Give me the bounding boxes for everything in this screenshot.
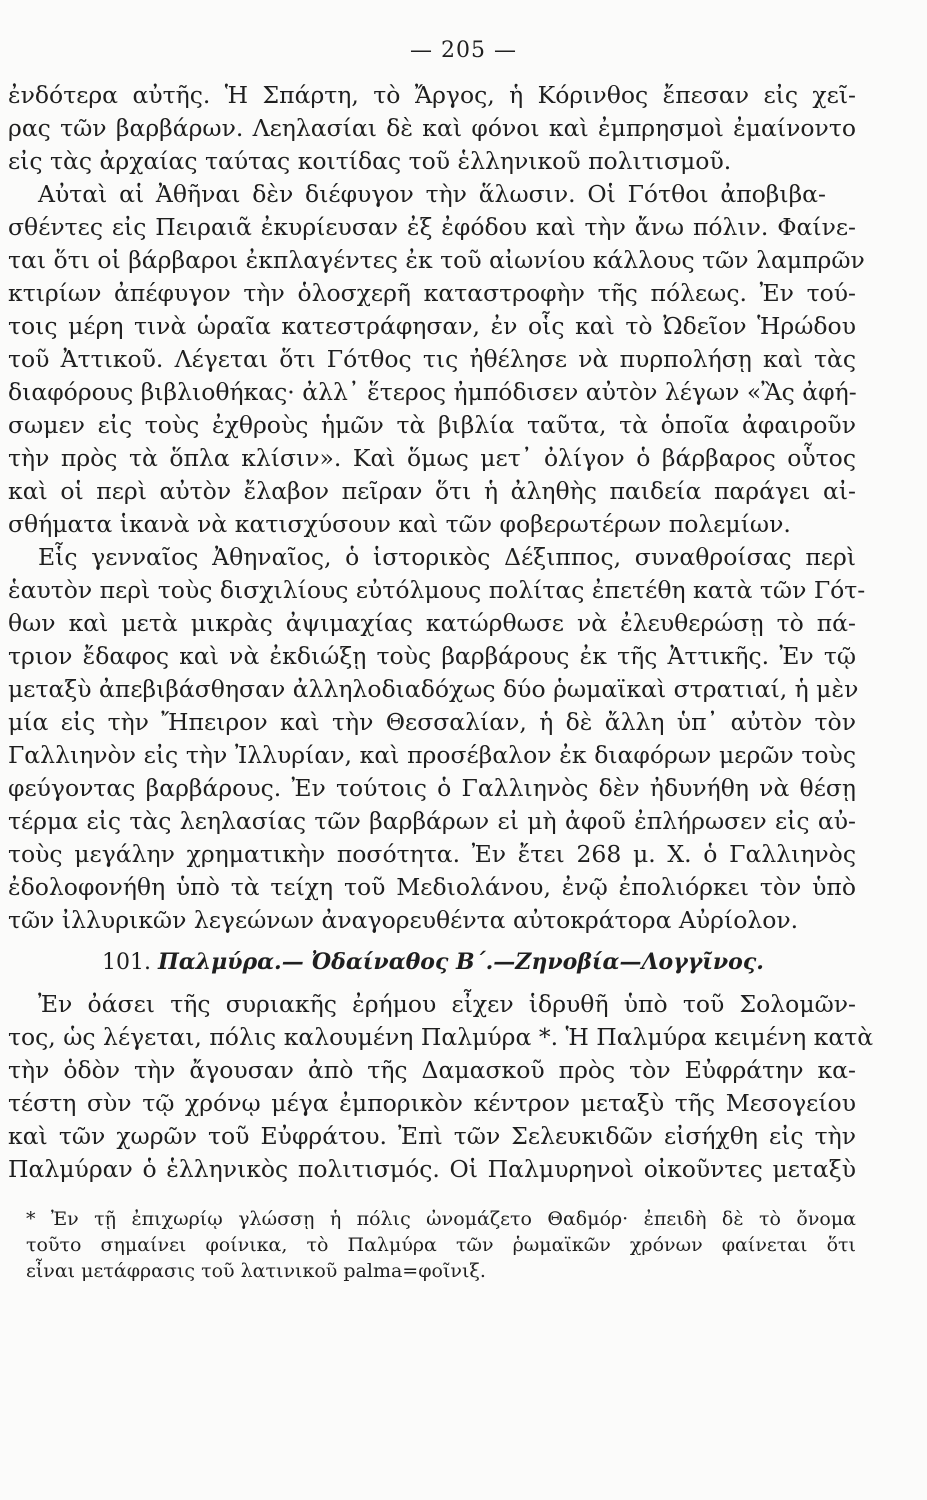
text-line: κτιρίων ἀπέφυγον τὴν ὁλοσχερῆ καταστροφὴν τῆς πόλεως. Ἐν τού- [8,279,856,307]
footnote-line: τοῦτο σημαίνει φοίνικα, τὸ Παλμύρα τῶν ῥωμαϊκῶν χρόνων φαίνεται ὅτι [26,1234,856,1256]
text-line: τῶν ἰλλυρικῶν λεγεώνων ἀναγορευθέντα αὐτοκράτορα Αὐρίολον. [8,906,799,934]
text-line: τὴν πρὸς τὰ ὅπλα κλίσιν». Καὶ ὅμως μετ᾽ ὀλίγον ὁ βάρβαρος οὗτος [8,444,856,472]
text-line: Ἐν ὀάσει τῆς συριακῆς ἐρήμου εἶχεν ἱδρυθῆ ὑπὸ τοῦ Σολομῶν- [38,990,856,1018]
text-line: Παλμύραν ὁ ἑλληνικὸς πολιτισμός. Οἱ Παλμυρηνοὶ οἰκοῦντες μεταξὺ [8,1155,856,1183]
text-line: μία εἰς τὴν Ἤπειρον καὶ τὴν Θεσσαλίαν, ἡ δὲ ἄλλη ὑπ᾽ αὐτὸν τὸν [8,708,856,736]
text-line: θων καὶ μετὰ μικρὰς ἀψιμαχίας κατώρθωσε νὰ ἐλευθερώσῃ τὸ πά- [8,609,856,637]
section-title: Παλμύρα.— Ὀδαίναθος Β΄.—Ζηνοβία—Λογγῖνος. [157,949,764,975]
section-number: 101. [102,950,151,975]
text-line: σθέντες εἰς Πειραιᾶ ἐκυρίευσαν ἐξ ἐφόδου καὶ τὴν ἄνω πόλιν. Φαίνε- [8,213,856,241]
footnote-line: εἶναι μετάφρασις τοῦ λατινικοῦ palma=φοῖνιξ. [26,1260,486,1282]
text-line: τέστη σὺν τῷ χρόνῳ μέγα ἐμπορικὸν κέντρον μεταξὺ τῆς Μεσογείου [8,1089,856,1117]
text-line: φεύγοντας βαρβάρους. Ἐν τούτοις ὁ Γαλλιηνὸς δὲν ἠδυνήθη νὰ θέσῃ [8,774,856,802]
text-line: τος, ὡς λέγεται, πόλις καλουμένη Παλμύρα *. Ἡ Παλμύρα κειμένη κατὰ [8,1023,874,1051]
text-line: τέρμα εἰς τὰς λεηλασίας τῶν βαρβάρων εἰ μὴ ἀφοῦ ἐπλήρωσεν εἰς αὐ- [8,807,856,835]
text-line: Αὐταὶ αἱ Ἀθῆναι δὲν διέφυγον τὴν ἅλωσιν. Οἱ Γότθοι ἀποβιβα- [38,180,826,208]
text-line: μεταξὺ ἀπεβιβάσθησαν ἀλληλοδιαδόχως δύο ῥωμαϊκαὶ στρατιαί, ἡ μὲν [8,675,859,703]
text-line: διαφόρους βιβλιοθήκας· ἀλλ᾽ ἕτερος ἠμπόδισεν αὐτὸν λέγων «Ἂς ἀφή- [8,378,857,406]
text-line: τοὺς μεγάλην χρηματικὴν ποσότητα. Ἐν ἔτει 268 μ. Χ. ὁ Γαλλιηνὸς [8,840,856,868]
page-number: — 205 — [410,38,517,63]
text-line: καὶ οἱ περὶ αὐτὸν ἔλαβον πεῖραν ὅτι ἡ ἀληθὴς παιδεία παράγει αἰ- [8,477,856,505]
footnote-line: * Ἐν τῇ ἐπιχωρίῳ γλώσσῃ ἡ πόλις ὠνομάζετο Θαδμόρ· ἐπειδὴ δὲ τὸ ὄνομα [26,1208,856,1230]
text-line: Εἷς γενναῖος Ἀθηναῖος, ὁ ἱστορικὸς Δέξιππος, συναθροίσας περὶ [38,543,856,571]
text-line: Γαλλιηνὸν εἰς τὴν Ἰλλυρίαν, καὶ προσέβαλον ἐκ διαφόρων μερῶν τοὺς [8,741,856,769]
text-line: τὴν ὁδὸν τὴν ἄγουσαν ἀπὸ τῆς Δαμασκοῦ πρὸς τὸν Εὐφράτην κα- [8,1056,856,1084]
text-line: τριον ἔδαφος καὶ νὰ ἐκδιώξῃ τοὺς βαρβάρους ἐκ τῆς Ἀττικῆς. Ἐν τῷ [8,642,856,670]
text-line: καὶ τῶν χωρῶν τοῦ Εὐφράτου. Ἐπὶ τῶν Σελευκιδῶν εἰσήχθη εἰς τὴν [8,1122,856,1150]
text-line: ἐνδότερα αὐτῆς. Ἡ Σπάρτη, τὸ Ἄργος, ἡ Κόρινθος ἔπεσαν εἰς χεῖ- [8,81,856,109]
text-line: σθήματα ἱκανὰ νὰ κατισχύσουν καὶ τῶν φοβερωτέρων πολεμίων. [8,510,791,538]
text-line: σωμεν εἰς τοὺς ἐχθροὺς ἡμῶν τὰ βιβλία ταῦτα, τὰ ὁποῖα ἀφαιροῦν [8,411,856,439]
text-line: τοις μέρη τινὰ ὡραῖα κατεστράφησαν, ἐν οἷς καὶ τὸ Ὠδεῖον Ἡρώδου [8,312,856,340]
text-line: ἑαυτὸν περὶ τοὺς δισχιλίους εὐτόλμους πολίτας ἐπετέθη κατὰ τῶν Γότ- [8,576,866,604]
text-line: τοῦ Ἀττικοῦ. Λέγεται ὅτι Γότθος τις ἠθέλησε νὰ πυρπολήσῃ καὶ τὰς [8,345,856,373]
section-heading [102,951,802,974]
text-line: εἰς τὰς ἀρχαίας ταύτας κοιτίδας τοῦ ἑλληνικοῦ πολιτισμοῦ. [8,147,732,175]
text-line: ἐδολοφονήθη ὑπὸ τὰ τείχη τοῦ Μεδιολάνου, ἐνῷ ἐπολιόρκει τὸν ὑπὸ [8,873,856,901]
text-line: ται ὅτι οἱ βάρβαροι ἐκπλαγέντες ἐκ τοῦ αἰωνίου κάλλους τῶν λαμπρῶν [8,246,865,274]
text-line: ρας τῶν βαρβάρων. Λεηλασίαι δὲ καὶ φόνοι καὶ ἐμπρησμοὶ ἐμαίνοντο [8,114,856,142]
